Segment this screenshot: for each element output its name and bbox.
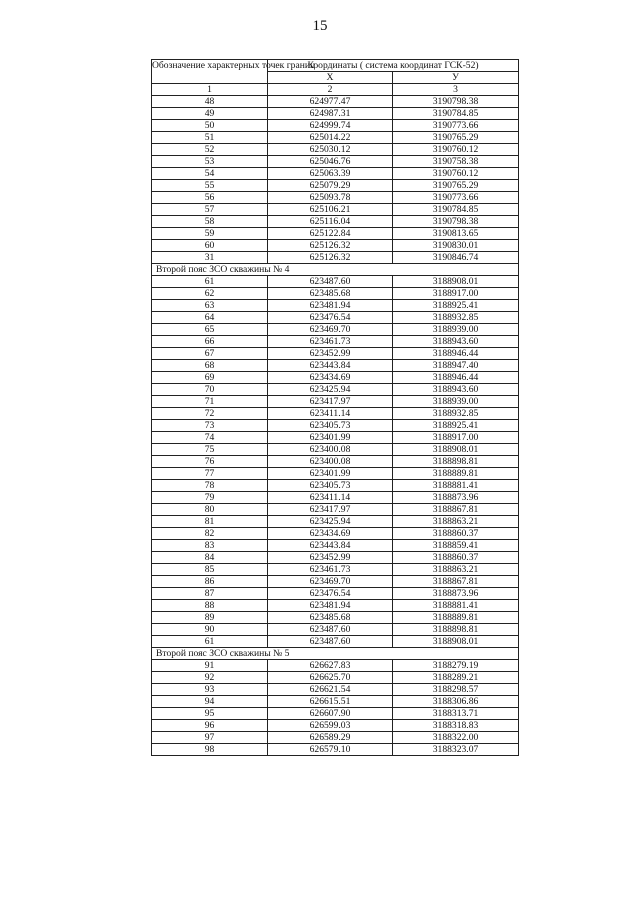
x-coordinate-cell: 623411.14 <box>268 492 393 504</box>
point-id-cell: 97 <box>152 732 268 744</box>
column-number: 1 <box>152 84 268 96</box>
point-id-cell: 84 <box>152 552 268 564</box>
x-coordinate-cell: 623434.69 <box>268 528 393 540</box>
point-id-cell: 98 <box>152 744 268 756</box>
y-coordinate-cell: 3188881.41 <box>393 600 519 612</box>
x-coordinate-cell: 623405.73 <box>268 420 393 432</box>
section-row <box>152 264 519 276</box>
table-row <box>152 156 519 168</box>
table-row <box>152 660 519 672</box>
x-coordinate-cell: 623417.97 <box>268 504 393 516</box>
point-id-cell: 77 <box>152 468 268 480</box>
y-coordinate-cell: 3188860.37 <box>393 552 519 564</box>
x-coordinate-cell: 623485.68 <box>268 612 393 624</box>
x-coordinate-cell: 623481.94 <box>268 300 393 312</box>
x-coordinate-cell: 623485.68 <box>268 288 393 300</box>
table-row <box>152 120 519 132</box>
point-id-cell: 50 <box>152 120 268 132</box>
x-coordinate-cell: 625116.04 <box>268 216 393 228</box>
table-row <box>152 360 519 372</box>
point-id-cell: 90 <box>152 624 268 636</box>
point-id-cell: 57 <box>152 204 268 216</box>
table-row <box>152 240 519 252</box>
point-id-cell: 87 <box>152 588 268 600</box>
y-coordinate-cell: 3188947.40 <box>393 360 519 372</box>
y-coordinate-cell: 3190773.66 <box>393 120 519 132</box>
table-row <box>152 720 519 732</box>
table-row <box>152 420 519 432</box>
x-coordinate-cell: 623461.73 <box>268 564 393 576</box>
column-number: 3 <box>393 84 519 96</box>
x-coordinate-cell: 623443.84 <box>268 540 393 552</box>
table-row <box>152 384 519 396</box>
x-coordinate-cell: 623461.73 <box>268 336 393 348</box>
y-coordinate-cell: 3190813.65 <box>393 228 519 240</box>
point-id-cell: 80 <box>152 504 268 516</box>
y-coordinate-cell: 3190760.12 <box>393 168 519 180</box>
point-id-cell: 70 <box>152 384 268 396</box>
x-coordinate-cell: 623405.73 <box>268 480 393 492</box>
y-coordinate-cell: 3188943.60 <box>393 384 519 396</box>
y-coordinate-cell: 3188318.83 <box>393 720 519 732</box>
y-coordinate-cell: 3190765.29 <box>393 132 519 144</box>
x-coordinate-cell: 625126.32 <box>268 240 393 252</box>
y-coordinate-cell: 3188908.01 <box>393 444 519 456</box>
header-x: X <box>268 72 393 84</box>
table-row <box>152 312 519 324</box>
y-coordinate-cell: 3190846.74 <box>393 252 519 264</box>
table-row <box>152 252 519 264</box>
point-id-cell: 52 <box>152 144 268 156</box>
y-coordinate-cell: 3188306.86 <box>393 696 519 708</box>
y-coordinate-cell: 3188889.81 <box>393 468 519 480</box>
y-coordinate-cell: 3188323.07 <box>393 744 519 756</box>
y-coordinate-cell: 3188925.41 <box>393 420 519 432</box>
x-coordinate-cell: 623452.99 <box>268 348 393 360</box>
point-id-cell: 67 <box>152 348 268 360</box>
x-coordinate-cell: 626627.83 <box>268 660 393 672</box>
y-coordinate-cell: 3188898.81 <box>393 456 519 468</box>
point-id-cell: 72 <box>152 408 268 420</box>
point-id-cell: 61 <box>152 276 268 288</box>
x-coordinate-cell: 623425.94 <box>268 384 393 396</box>
table-row <box>152 132 519 144</box>
table-row <box>152 744 519 756</box>
table-row <box>152 324 519 336</box>
x-coordinate-cell: 624977.47 <box>268 96 393 108</box>
point-id-cell: 86 <box>152 576 268 588</box>
x-coordinate-cell: 626589.29 <box>268 732 393 744</box>
table-row <box>152 432 519 444</box>
point-id-cell: 60 <box>152 240 268 252</box>
section-title: Второй пояс ЗСО скважины № 4 <box>152 264 519 276</box>
point-id-cell: 63 <box>152 300 268 312</box>
point-id-cell: 96 <box>152 720 268 732</box>
header-coordinates: Координаты ( система координат ГСК-52) <box>268 60 519 72</box>
table-row <box>152 708 519 720</box>
table-row <box>152 216 519 228</box>
x-coordinate-cell: 626621.54 <box>268 684 393 696</box>
table-row <box>152 480 519 492</box>
x-coordinate-cell: 623400.08 <box>268 456 393 468</box>
table-row <box>152 180 519 192</box>
y-coordinate-cell: 3188932.85 <box>393 312 519 324</box>
table-row <box>152 600 519 612</box>
x-coordinate-cell: 625106.21 <box>268 204 393 216</box>
point-id-cell: 62 <box>152 288 268 300</box>
y-coordinate-cell: 3188860.37 <box>393 528 519 540</box>
y-coordinate-cell: 3188889.81 <box>393 612 519 624</box>
x-coordinate-cell: 623452.99 <box>268 552 393 564</box>
y-coordinate-cell: 3188898.81 <box>393 624 519 636</box>
x-coordinate-cell: 623487.60 <box>268 624 393 636</box>
table-row <box>152 696 519 708</box>
point-id-cell: 65 <box>152 324 268 336</box>
page-number: 15 <box>312 18 328 34</box>
y-coordinate-cell: 3190773.66 <box>393 192 519 204</box>
x-coordinate-cell: 623469.70 <box>268 324 393 336</box>
y-coordinate-cell: 3188917.00 <box>393 288 519 300</box>
y-coordinate-cell: 3188908.01 <box>393 636 519 648</box>
x-coordinate-cell: 626615.51 <box>268 696 393 708</box>
x-coordinate-cell: 625046.76 <box>268 156 393 168</box>
point-id-cell: 83 <box>152 540 268 552</box>
y-coordinate-cell: 3188279.19 <box>393 660 519 672</box>
y-coordinate-cell: 3190784.85 <box>393 204 519 216</box>
point-id-cell: 88 <box>152 600 268 612</box>
point-id-cell: 54 <box>152 168 268 180</box>
table-row <box>152 168 519 180</box>
column-number: 2 <box>268 84 393 96</box>
point-id-cell: 74 <box>152 432 268 444</box>
x-coordinate-cell: 623401.99 <box>268 432 393 444</box>
table-row <box>152 192 519 204</box>
y-coordinate-cell: 3188867.81 <box>393 576 519 588</box>
table-row <box>152 636 519 648</box>
table-row <box>152 228 519 240</box>
point-id-cell: 68 <box>152 360 268 372</box>
point-id-cell: 92 <box>152 672 268 684</box>
x-coordinate-cell: 623400.08 <box>268 444 393 456</box>
header-designation: Обозначение характерных точек границ <box>152 60 268 84</box>
coordinates-table <box>151 59 519 756</box>
x-coordinate-cell: 623487.60 <box>268 636 393 648</box>
section-title: Второй пояс ЗСО скважины № 5 <box>152 648 519 660</box>
table-row <box>152 204 519 216</box>
table-row <box>152 108 519 120</box>
x-coordinate-cell: 625063.39 <box>268 168 393 180</box>
table-row <box>152 336 519 348</box>
point-id-cell: 58 <box>152 216 268 228</box>
point-id-cell: 31 <box>152 252 268 264</box>
point-id-cell: 64 <box>152 312 268 324</box>
y-coordinate-cell: 3188917.00 <box>393 432 519 444</box>
table-row <box>152 624 519 636</box>
point-id-cell: 69 <box>152 372 268 384</box>
point-id-cell: 71 <box>152 396 268 408</box>
table-row <box>152 372 519 384</box>
y-coordinate-cell: 3188873.96 <box>393 588 519 600</box>
table-row <box>152 396 519 408</box>
table-row <box>152 564 519 576</box>
point-id-cell: 91 <box>152 660 268 672</box>
y-coordinate-cell: 3188946.44 <box>393 348 519 360</box>
point-id-cell: 79 <box>152 492 268 504</box>
column-numbers-row <box>152 84 519 96</box>
table-row <box>152 516 519 528</box>
x-coordinate-cell: 623476.54 <box>268 312 393 324</box>
x-coordinate-cell: 623401.99 <box>268 468 393 480</box>
table-row <box>152 540 519 552</box>
table-row <box>152 144 519 156</box>
point-id-cell: 75 <box>152 444 268 456</box>
table-row <box>152 300 519 312</box>
point-id-cell: 55 <box>152 180 268 192</box>
point-id-cell: 61 <box>152 636 268 648</box>
table-row <box>152 96 519 108</box>
table-row <box>152 672 519 684</box>
table-row <box>152 732 519 744</box>
point-id-cell: 95 <box>152 708 268 720</box>
x-coordinate-cell: 623434.69 <box>268 372 393 384</box>
y-coordinate-cell: 3188863.21 <box>393 564 519 576</box>
point-id-cell: 59 <box>152 228 268 240</box>
y-coordinate-cell: 3188932.85 <box>393 408 519 420</box>
y-coordinate-cell: 3190765.29 <box>393 180 519 192</box>
x-coordinate-cell: 623487.60 <box>268 276 393 288</box>
x-coordinate-cell: 624999.74 <box>268 120 393 132</box>
x-coordinate-cell: 625079.29 <box>268 180 393 192</box>
x-coordinate-cell: 626625.70 <box>268 672 393 684</box>
table-row <box>152 528 519 540</box>
header-y: У <box>393 72 519 84</box>
x-coordinate-cell: 625122.84 <box>268 228 393 240</box>
y-coordinate-cell: 3188908.01 <box>393 276 519 288</box>
x-coordinate-cell: 623476.54 <box>268 588 393 600</box>
y-coordinate-cell: 3188322.00 <box>393 732 519 744</box>
table-row <box>152 468 519 480</box>
table-row <box>152 408 519 420</box>
y-coordinate-cell: 3190798.38 <box>393 96 519 108</box>
y-coordinate-cell: 3188939.00 <box>393 396 519 408</box>
x-coordinate-cell: 626579.10 <box>268 744 393 756</box>
point-id-cell: 82 <box>152 528 268 540</box>
y-coordinate-cell: 3188313.71 <box>393 708 519 720</box>
x-coordinate-cell: 626607.90 <box>268 708 393 720</box>
y-coordinate-cell: 3188881.41 <box>393 480 519 492</box>
x-coordinate-cell: 624987.31 <box>268 108 393 120</box>
point-id-cell: 89 <box>152 612 268 624</box>
x-coordinate-cell: 623469.70 <box>268 576 393 588</box>
x-coordinate-cell: 623481.94 <box>268 600 393 612</box>
y-coordinate-cell: 3188867.81 <box>393 504 519 516</box>
table-row <box>152 684 519 696</box>
point-id-cell: 73 <box>152 420 268 432</box>
point-id-cell: 51 <box>152 132 268 144</box>
table-row <box>152 444 519 456</box>
y-coordinate-cell: 3188946.44 <box>393 372 519 384</box>
y-coordinate-cell: 3188863.21 <box>393 516 519 528</box>
point-id-cell: 78 <box>152 480 268 492</box>
x-coordinate-cell: 626599.03 <box>268 720 393 732</box>
point-id-cell: 81 <box>152 516 268 528</box>
y-coordinate-cell: 3188873.96 <box>393 492 519 504</box>
point-id-cell: 85 <box>152 564 268 576</box>
y-coordinate-cell: 3188859.41 <box>393 540 519 552</box>
y-coordinate-cell: 3190798.38 <box>393 216 519 228</box>
y-coordinate-cell: 3190760.12 <box>393 144 519 156</box>
point-id-cell: 49 <box>152 108 268 120</box>
y-coordinate-cell: 3188298.57 <box>393 684 519 696</box>
y-coordinate-cell: 3188289.21 <box>393 672 519 684</box>
x-coordinate-cell: 625093.78 <box>268 192 393 204</box>
x-coordinate-cell: 623417.97 <box>268 396 393 408</box>
table-row <box>152 288 519 300</box>
table-row <box>152 348 519 360</box>
table-row <box>152 504 519 516</box>
point-id-cell: 48 <box>152 96 268 108</box>
y-coordinate-cell: 3190830.01 <box>393 240 519 252</box>
x-coordinate-cell: 625126.32 <box>268 252 393 264</box>
table-row <box>152 612 519 624</box>
point-id-cell: 56 <box>152 192 268 204</box>
table-row <box>152 492 519 504</box>
point-id-cell: 76 <box>152 456 268 468</box>
point-id-cell: 94 <box>152 696 268 708</box>
table-row <box>152 588 519 600</box>
table-row <box>152 456 519 468</box>
y-coordinate-cell: 3190758.38 <box>393 156 519 168</box>
x-coordinate-cell: 623425.94 <box>268 516 393 528</box>
x-coordinate-cell: 623411.14 <box>268 408 393 420</box>
point-id-cell: 66 <box>152 336 268 348</box>
table-row <box>152 276 519 288</box>
y-coordinate-cell: 3188939.00 <box>393 324 519 336</box>
table-row <box>152 552 519 564</box>
x-coordinate-cell: 623443.84 <box>268 360 393 372</box>
point-id-cell: 93 <box>152 684 268 696</box>
section-row <box>152 648 519 660</box>
y-coordinate-cell: 3188925.41 <box>393 300 519 312</box>
point-id-cell: 53 <box>152 156 268 168</box>
table-row <box>152 576 519 588</box>
x-coordinate-cell: 625030.12 <box>268 144 393 156</box>
x-coordinate-cell: 625014.22 <box>268 132 393 144</box>
y-coordinate-cell: 3188943.60 <box>393 336 519 348</box>
y-coordinate-cell: 3190784.85 <box>393 108 519 120</box>
